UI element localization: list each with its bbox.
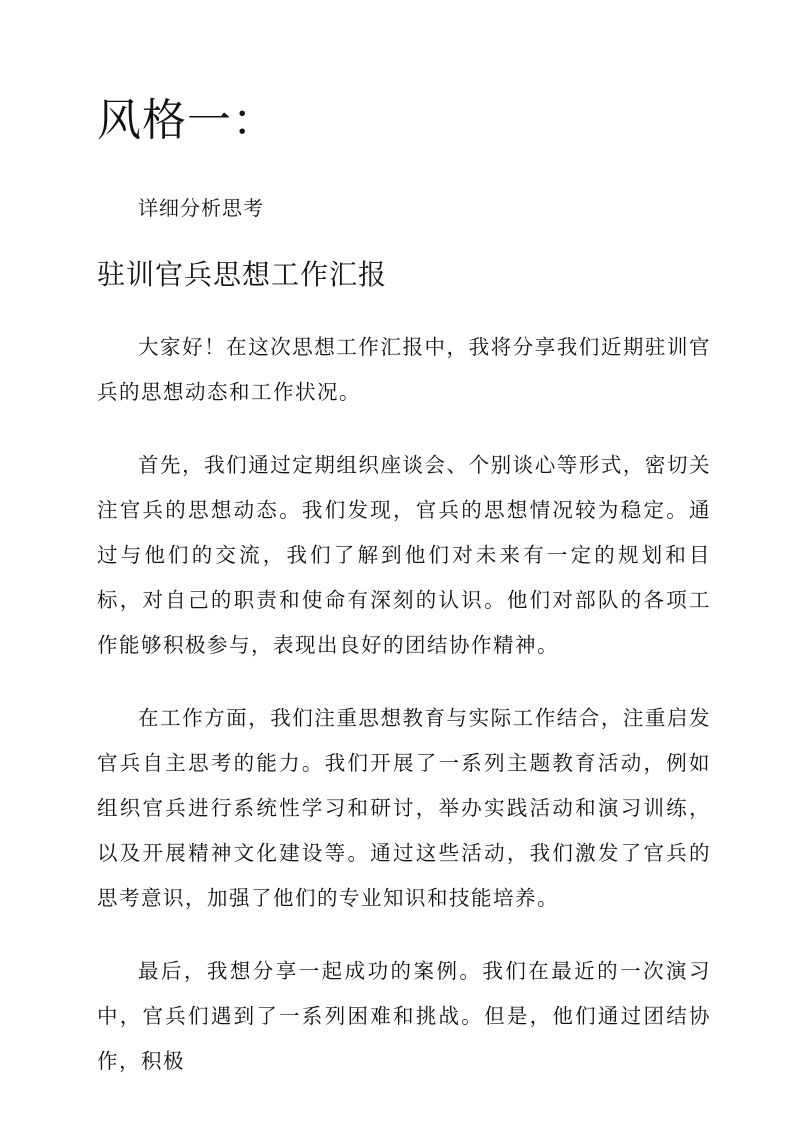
body-text	[97, 325, 711, 1112]
paragraph-greeting: 大家好！在这次思想工作汇报中，我将分享我们近期驻训官兵的思想动态和工作状况。	[97, 335, 711, 404]
paragraph-first: 首先，我们通过定期组织座谈会、个别谈心等形式，密切关注官兵的思想动态。我们发现，官兵的思想情况较为稳定。通过与他们的交流，我们了解到他们对未来有一定的规划和目标，对自己的职责和使命有深刻的认识。他们对部队的各项工作能够积极参与，表现出良好的团结协作精神。	[97, 453, 711, 657]
subtitle: 详细分析思考	[138, 196, 264, 220]
document-title: 驻训官兵思想工作汇报	[97, 258, 388, 291]
paragraph-case: 最后，我想分享一起成功的案例。我们在最近的一次演习中，官兵们遇到了一系列困难和挑战。但是，他们通过团结协作，积极	[97, 959, 711, 1073]
style-heading: 风格一：	[97, 95, 277, 146]
paragraph-work: 在工作方面，我们注重思想教育与实际工作结合，注重启发官兵自主思考的能力。我们开展了一系列主题教育活动，例如组织官兵进行系统性学习和研讨，举办实践活动和演习训练，以及开展精神文化建设等。通过这些活动，我们激发了官兵的思考意识，加强了他们的专业知识和技能培养。	[97, 706, 711, 910]
